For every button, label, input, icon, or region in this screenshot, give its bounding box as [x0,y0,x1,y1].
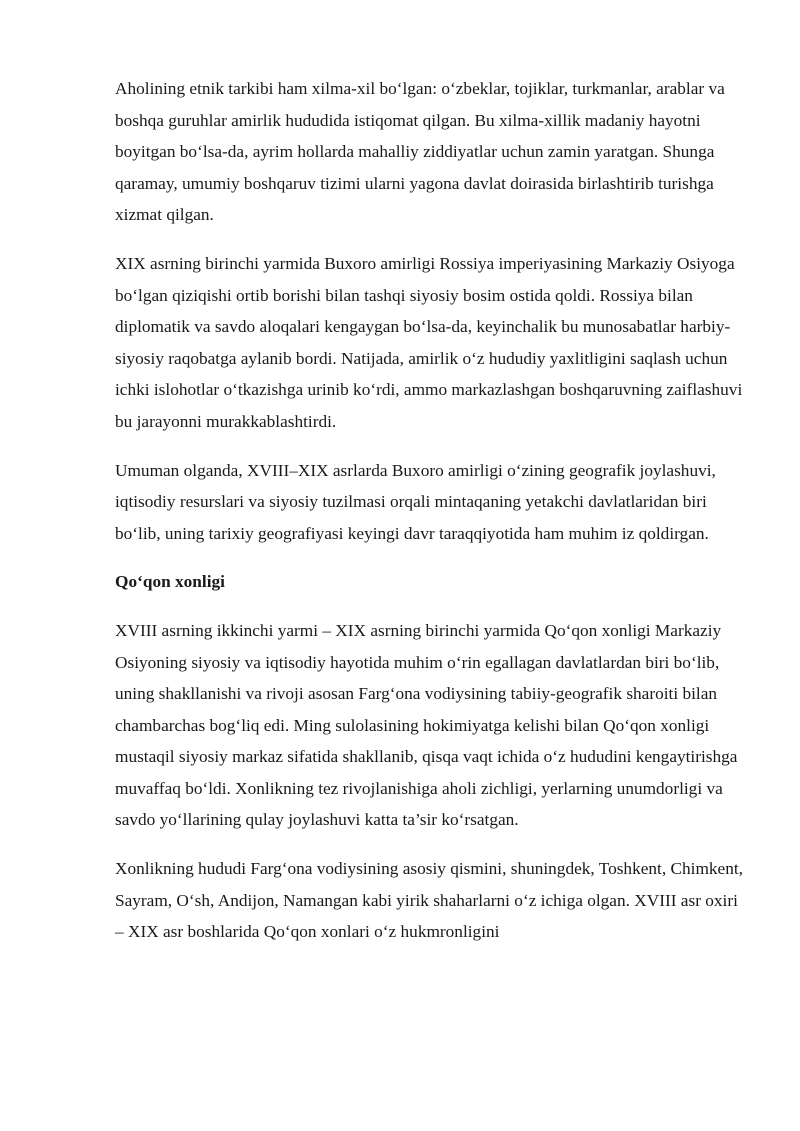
paragraph-kokand-formation: XVIII asrning ikkinchi yarmi – XIX asrning birinchi yarmida Qo‘qon xonligi Markaziy Osiyoning siyosiy va iqtisodiy hayotida muhim o‘rin egallagan davlatlardan biri bo‘lib, uning shakllanishi va rivoji asosan Farg‘ona vodiysining tabiiy-geografik sharoiti bilan chambarchas bog‘liq edi. Ming sulolasining hokimiyatga kelishi bilan Qo‘qon xonligi mustaqil siyosiy markaz sifatida shakllanib, qisqa vaqt ichida o‘z hududini kengaytirishga muvaffaq bo‘ldi. Xonlikning tez rivojlanishiga aholi zichligi, yerlarning unumdorligi va savdo yo‘llarining qulay joylashuvi katta ta’sir ko‘rsatgan. [115,620,738,830]
section-heading-kokand: Qo‘qon xonligi [115,572,225,592]
document-page [115,73,745,965]
paragraph-kokand-territory: Xonlikning hududi Farg‘ona vodiysining asosiy qismini, shuningdek, Toshkent, Chimkent, Sayram, O‘sh, Andijon, Namangan kabi yirik shaharlarni o‘z ichiga olgan. XVIII asr oxiri – XIX asr boshlarida Qo‘qon xonlari o‘z hukmronligini [115,859,743,942]
paragraph-summary-bukhara: Umuman olganda, XVIII–XIX asrlarda Buxoro amirligi o‘zining geografik joylashuvi, iqtisodiy resurslari va siyosiy tuzilmasi orqali mintaqaning yetakchi davlatlaridan biri bo‘lib, uning tarixiy geografiyasi keyingi davr taraqqiyotida ham muhim iz qoldirgan. [115,460,716,543]
paragraph-russian-pressure: XIX asrning birinchi yarmida Buxoro amirligi Rossiya imperiyasining Markaziy Osiyoga bo‘lgan qiziqishi ortib borishi bilan tashqi siyosiy bosim ostida qoldi. Rossiya bilan diplomatik va savdo aloqalari kengaygan bo‘lsa-da, keyinchalik bu munosabatlar harbiy-siyosiy raqobatga aylanib bordi. Natijada, amirlik o‘z hududiy yaxlitligini saqlash uchun ichki islohotlar o‘tkazishga urinib ko‘rdi, ammo markazlashgan boshqaruvning zaiflashuvi bu jarayonni murakkablashtirdi. [115,253,743,431]
paragraph-ethnic-composition: Aholining etnik tarkibi ham xilma-xil bo‘lgan: o‘zbeklar, tojiklar, turkmanlar, arablar va boshqa guruhlar amirlik hududida istiqomat qilgan. Bu xilma-xillik madaniy hayotni boyitgan bo‘lsa-da, ayrim hollarda mahalliy ziddiyatlar uchun zamin yaratgan. Shunga qaramay, umumiy boshqaruv tizimi ularni yagona davlat doirasida birlashtirib turishga xizmat qilgan. [115,79,725,225]
